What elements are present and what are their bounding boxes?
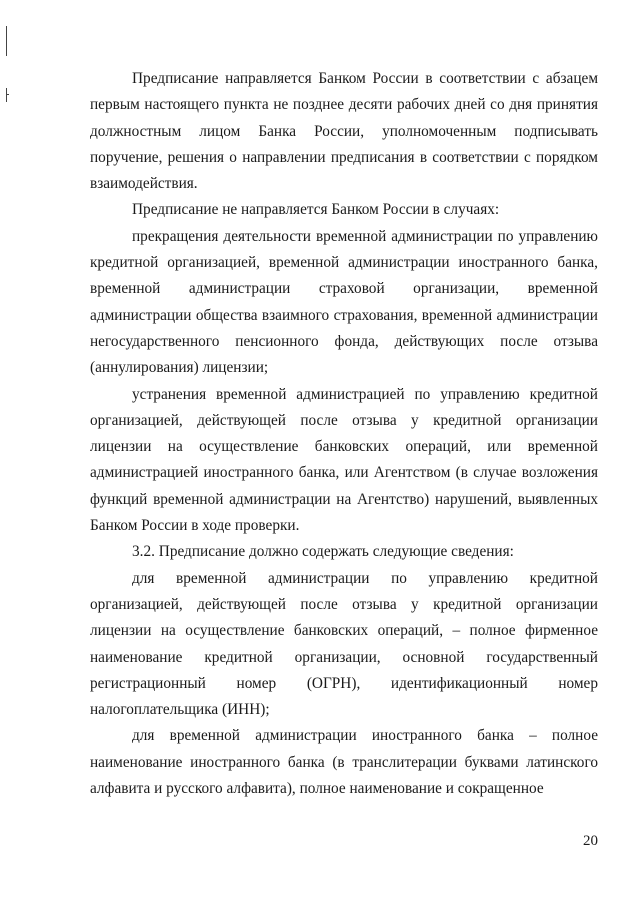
document-body <box>90 66 598 802</box>
paragraph: 3.2. Предписание должно содержать следующие сведения: <box>132 543 514 561</box>
margin-mark <box>6 88 7 102</box>
paragraph: Предписание не направляется Банком России в случаях: <box>132 201 500 219</box>
page-number: 20 <box>583 833 598 849</box>
paragraph: для временной администрации иностранного банка – полное наименование иностранного банка (в транслитерации буквами латинского алфавита и русского алфавита), полное наименование и сокращенное <box>90 727 598 798</box>
paragraph: устранения временной администрацией по управлению кредитной организацией, действующей после отзыва у кредитной организации лицензии на осуществление банковских операций, или временной администрацией иностранного банка, или Агентством (в случае возложения функций временной администрации на Агентство) нарушений, выявленных Банком России в ходе проверки. <box>90 385 598 535</box>
margin-mark <box>6 94 9 95</box>
paragraph: прекращения деятельности временной администрации по управлению кредитной организацией, временной администрации иностранного банка, временной администрации страховой организации, временной администрации общества взаимного страхования, временной администрации негосударственного пенсионного фонда, действующих после отзыва (аннулирования) лицензии; <box>90 227 598 377</box>
paragraph: для временной администрации по управлению кредитной организацией, действующей после отзыва у кредитной организации лицензии на осуществление банковских операций, – полное фирменное наименование кредитной организации, основной государственный регистрационный номер (ОГРН), идентификационный номер налогоплательщика (ИНН); <box>90 569 598 719</box>
paragraph: Предписание направляется Банком России в соответствии с абзацем первым настоящего пункта не позднее десяти рабочих дней со дня принятия должностным лицом Банка России, уполномоченным подписывать поручение, решения о направлении предписания в соответствии с порядком взаимодействия. <box>90 70 598 193</box>
margin-mark <box>6 26 7 56</box>
